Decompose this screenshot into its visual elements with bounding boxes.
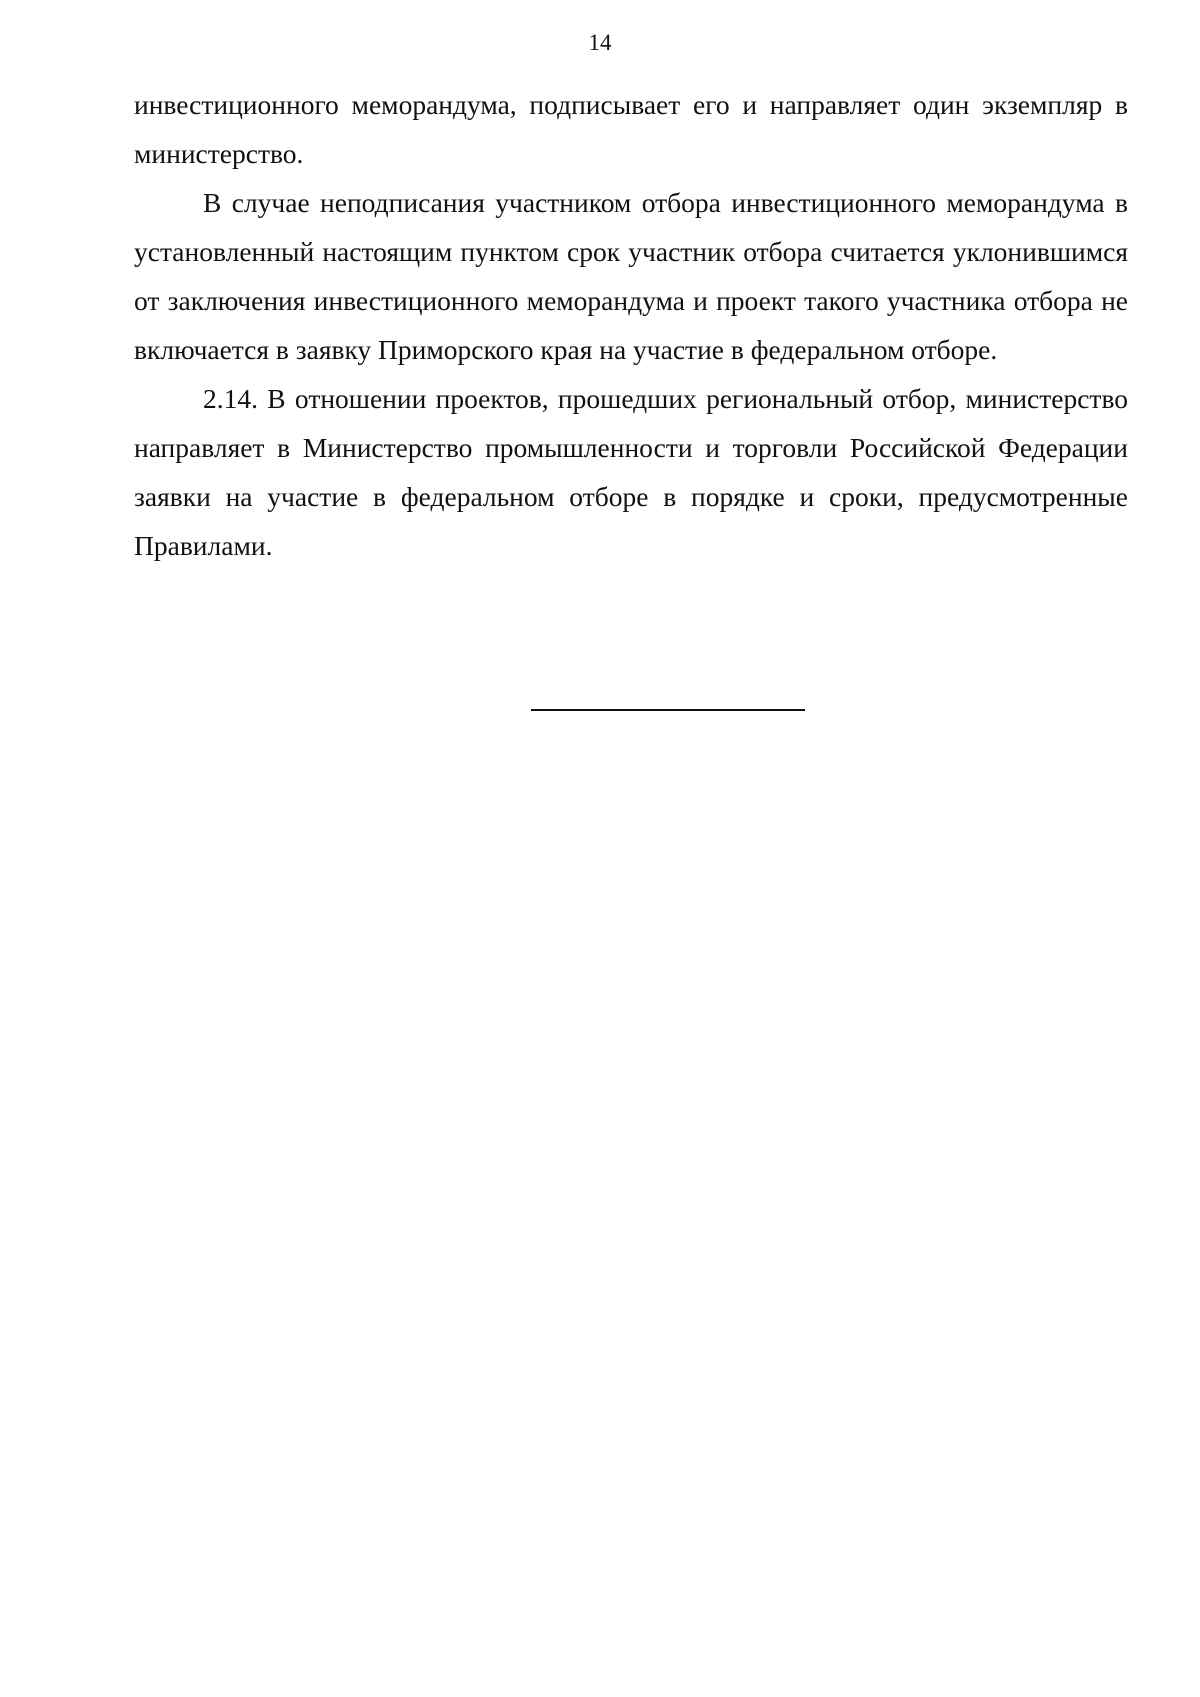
paragraph-continuation: инвестиционного меморандума, подписывает его и направляет один экземпляр в министерство.	[134, 89, 1128, 169]
end-of-text-rule	[531, 709, 805, 711]
page-number: 14	[588, 30, 612, 55]
paragraph-2-14: 2.14. В отношении проектов, прошедших региональный отбор, министерство направляет в Министерство промышленности и торговли Российской Федерации заявки на участие в федеральном отборе в порядке и сроки, предусмотренные Правилами.	[134, 383, 1128, 561]
paragraph-unsigned-memorandum: В случае неподписания участником отбора инвестиционного меморандума в установленный настоящим пунктом срок участник отбора считается уклонившимся от заключения инвестиционного меморандума и проект такого участника отбора не включается в заявку Приморского края на участие в федеральном отборе.	[134, 187, 1128, 365]
document-body	[134, 80, 1128, 570]
